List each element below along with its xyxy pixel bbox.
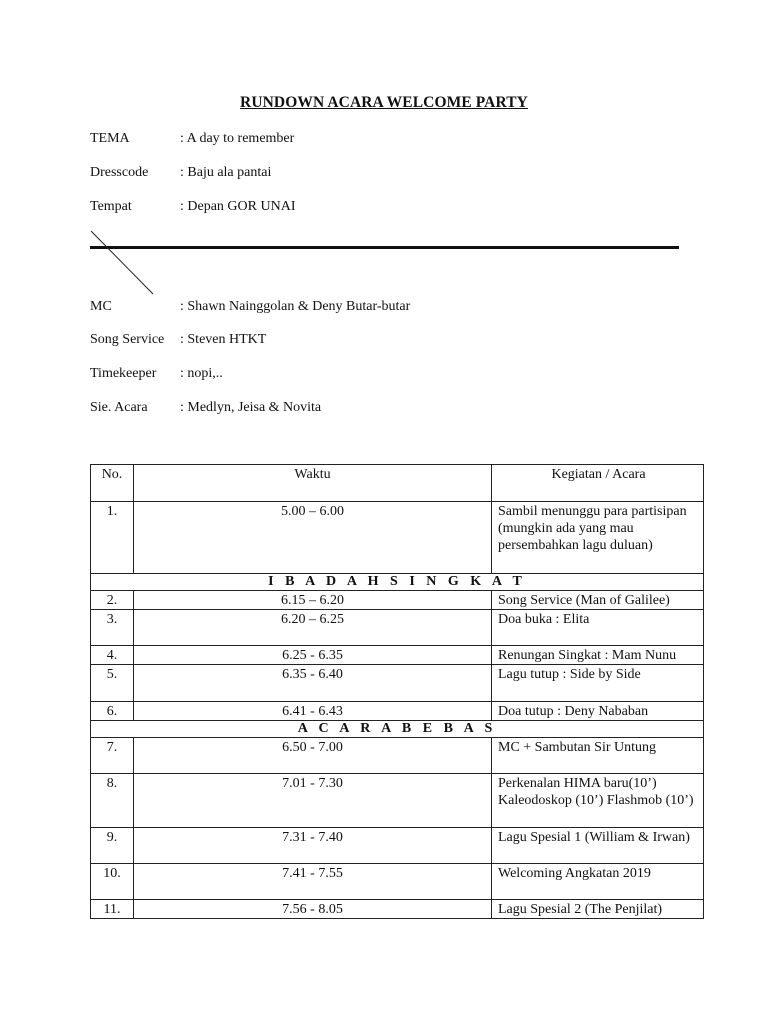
row-no: 3. [91,610,134,646]
row-activity: Lagu Spesial 1 (William & Irwan) [492,828,704,864]
header-activity: Kegiatan / Acara [492,465,704,502]
row-time: 7.56 - 8.05 [134,900,492,919]
row-activity: Perkenalan HIMA baru(10’) Kaleodoskop (10’) Flashmob (10’) [492,774,704,828]
row-time: 7.31 - 7.40 [134,828,492,864]
header-no: No. [91,465,134,502]
section-row [91,721,704,738]
row-no: 4. [91,646,134,665]
table-row [91,828,704,864]
row-activity: Song Service (Man of Galilee) [492,591,704,610]
row-no: 11. [91,900,134,919]
row-activity: Sambil menunggu para partisipan (mungkin ada yang mau persembahkan lagu duluan) [492,502,704,574]
row-time: 6.35 - 6.40 [134,665,492,702]
info-value: : Depan GOR UNAI [180,199,296,214]
row-time: 6.25 - 6.35 [134,646,492,665]
row-time: 6.20 – 6.25 [134,610,492,646]
info-value: : Steven HTKT [180,332,267,347]
table-row [91,774,704,828]
info-label: TEMA [90,131,130,146]
row-no: 5. [91,665,134,702]
info-label: Dresscode [90,165,149,180]
info-label: Sie. Acara [90,400,148,415]
table-row [91,502,704,574]
row-activity: MC + Sambutan Sir Untung [492,738,704,774]
row-time: 6.50 - 7.00 [134,738,492,774]
row-no: 7. [91,738,134,774]
document-title: RUNDOWN ACARA WELCOME PARTY [240,94,528,111]
row-no: 9. [91,828,134,864]
table-row [91,702,704,721]
row-time: 5.00 – 6.00 [134,502,492,574]
info-label: Tempat [90,199,132,214]
info-value: : Medlyn, Jeisa & Novita [180,400,322,415]
info-value: : Shawn Nainggolan & Deny Butar-butar [180,299,411,314]
row-activity: Lagu tutup : Side by Side [492,665,704,702]
header-time: Waktu [134,465,492,502]
table-row [91,646,704,665]
info-value: : nopi,.. [180,366,223,381]
row-activity: Lagu Spesial 2 (The Penjilat) [492,900,704,919]
table-row [91,738,704,774]
rundown-table [90,464,704,919]
section-row [91,574,704,591]
table-row [91,665,704,702]
row-no: 1. [91,502,134,574]
row-no: 8. [91,774,134,828]
row-activity: Doa buka : Elita [492,610,704,646]
table-row [91,864,704,900]
row-no: 10. [91,864,134,900]
table-row [91,610,704,646]
info-value: : Baju ala pantai [180,165,272,180]
row-activity: Welcoming Angkatan 2019 [492,864,704,900]
table-row [91,900,704,919]
section-title: I B A D A H S I N G K A T [91,574,704,591]
row-activity: Doa tutup : Deny Nababan [492,702,704,721]
section-title: A C A R A B E B A S [91,721,704,738]
info-label: Song Service [90,332,165,347]
row-time: 7.41 - 7.55 [134,864,492,900]
row-activity: Renungan Singkat : Mam Nunu [492,646,704,665]
info-label: MC [90,299,112,314]
row-time: 7.01 - 7.30 [134,774,492,828]
row-no: 6. [91,702,134,721]
info-value: : A day to remember [180,131,295,146]
table-row [91,591,704,610]
row-time: 6.41 - 6.43 [134,702,492,721]
row-no: 2. [91,591,134,610]
info-label: Timekeeper [90,366,157,381]
diagonal-line [0,0,768,300]
table-header-row [91,465,704,502]
row-time: 6.15 – 6.20 [134,591,492,610]
